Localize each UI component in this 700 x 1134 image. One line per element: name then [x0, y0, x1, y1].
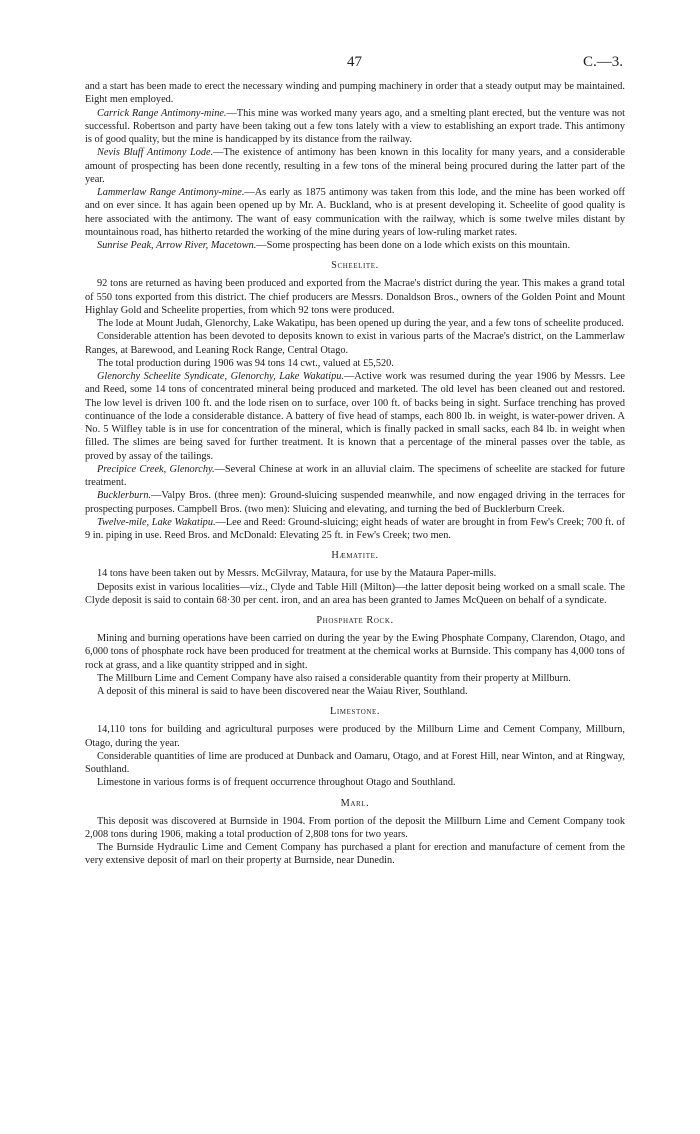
paragraph-text: The lode at Mount Judah, Glenorchy, Lake Wakatipu, has been opened up during the year, and a few tons of scheelite produced.: [97, 318, 624, 329]
paragraph: [85, 632, 625, 672]
paragraph-text: Considerable attention has been devoted to deposits known to exist in various parts of the Macrae's district, on the Lammerlaw Ranges, at Barewood, and Leaning Rock Range, Central Otago.: [85, 331, 625, 356]
paragraph-text: 14 tons have been taken out by Messrs. McGilvray, Mataura, for use by the Mataura Paper-mills.: [97, 568, 497, 580]
paragraph: [85, 277, 625, 317]
document-reference: C.—3.: [582, 54, 623, 70]
paragraph-text: and a start has been made to erect the necessary winding and pumping machinery in order that a steady output may be maintained. Eight men employed.: [85, 81, 625, 106]
document-page: [85, 54, 625, 868]
paragraph-text: The Burnside Hydraulic Lime and Cement Company has purchased a plant for erection and manufacture of cement from the very extensive deposit of marl on their property at Burnside, near Dunedin.: [85, 842, 625, 867]
section-heading: Phosphate Rock.: [316, 615, 394, 626]
paragraph: [85, 776, 625, 789]
paragraph-text: Deposits exist in various localities—viz., Clyde and Table Hill (Milton)—the latter deposit being worked on a small scale. The Clyde deposit is said to contain 68·30 per cent. iron, and an area has been granted to James McQueen on behalf of a syndicate.: [85, 581, 625, 606]
paragraph-lead: Nevis Bluff Antimony Lode.: [97, 147, 214, 159]
paragraph: [85, 672, 625, 685]
paragraph-text: —As early as 1875 antimony was taken from this lode, and the mine has been worked off and on ever since. It has again been opened up by Mr. A. Buckland, who is at present developing it. Scheelite of good quality is here associated with the antimony. The want of easy communication with the railway, which is some twelve miles distant by mountainous road, has hitherto retarded the working of the mine during years of low-ruling market rates.: [85, 187, 625, 238]
paragraph-text: —The existence of antimony has been known in this locality for many years, and a considerable amount of prospecting has been done recently, resulting in a few tons of the mineral being procured during the latter part of the year.: [85, 147, 625, 185]
paragraph-text: Mining and burning operations have been carried on during the year by the Ewing Phosphate Company, Clarendon, Otago, and 6,000 tons of phosphate rock have been produced for treatment at the chemical works at Burnside. This company has 4,000 tons of rock at grass, and a like quantity stripped and in sight.: [85, 633, 625, 671]
paragraph-text: The Millburn Lime and Cement Company have also raised a considerable quantity from their property at Millburn.: [97, 672, 571, 684]
paragraph-text: Considerable quantities of lime are produced at Dunback and Oamaru, Otago, and at Forest Hill, near Winton, and at Ringway, Southland.: [85, 750, 625, 775]
paragraph-text: This deposit was discovered at Burnside in 1904. From portion of the deposit the Millburn Lime and Cement Company took 2,008 tons during 1906, making a total production of 2,808 tons for two years.: [85, 815, 625, 840]
paragraph-lead: Twelve-mile, Lake Wakatipu.: [97, 516, 216, 528]
section-heading: Limestone.: [329, 706, 381, 718]
paragraph-lead: Glenorchy Scheelite Syndicate, Glenorchy, Lake Wakatipu.: [97, 371, 344, 382]
page-header: [85, 54, 625, 80]
paragraph-lead: Lammerlaw Range Antimony-mine.: [97, 187, 245, 198]
paragraph-text: 14,110 tons for building and agricultural purposes were produced by the Millburn Lime and Cement Company, Millburn, Otago, during the year.: [85, 724, 625, 749]
paragraph: [85, 107, 625, 147]
paragraph: [85, 567, 625, 580]
section-heading: Hæmatite.: [331, 550, 379, 562]
section-heading: Scheelite.: [331, 260, 379, 272]
paragraph: [85, 80, 625, 107]
paragraph-lead: Sunrise Peak, Arrow River, Macetown.: [97, 240, 257, 251]
paragraph: [85, 489, 625, 516]
paragraph: [85, 815, 625, 842]
body-text: [85, 80, 625, 868]
paragraph-text: A deposit of this mineral is said to have been discovered near the Waiau River, Southland.: [97, 686, 468, 697]
paragraph: [85, 317, 625, 330]
paragraph: [85, 723, 625, 750]
paragraph-text: Limestone in various forms is of frequent occurrence throughout Otago and Southland.: [97, 777, 456, 789]
page-number: 47: [347, 54, 362, 70]
paragraph-text: 92 tons are returned as having been produced and exported from the Macrae's district during the year. This makes a grand total of 550 tons exported from this district. The chief producers are Messrs. Donaldson Bros., owners of the Golden Point and Mount Highlay Gold and Scheelite properties, from which 92 tons were produced.: [85, 278, 625, 316]
paragraph: [85, 370, 625, 463]
paragraph-text: —Lee and Reed: Ground-sluicing; eight heads of water are brought in from Few's Creek; 700 ft. of 9 in. piping in use. Reed Bros. and McDonald: Elevating 25 ft. in Few's Creek; two men.: [85, 516, 625, 541]
paragraph: [85, 239, 625, 252]
paragraph: [85, 186, 625, 239]
paragraph: [85, 463, 625, 490]
paragraph-text: —This mine was worked many years ago, and a smelting plant erected, but the venture was not successful. Robertson and party have been taking out a few tons lately with a view to establishing an export trade. This antimony is of good quality, but the mine is handicapped by its distance from the railway.: [85, 107, 625, 145]
paragraph: [85, 685, 625, 698]
paragraph-text: The total production during 1906 was 94 tons 14 cwt., valued at £5,520.: [97, 357, 394, 369]
paragraph: [85, 516, 625, 543]
section-heading: Marl.: [340, 797, 370, 809]
paragraph-text: —Active work was resumed during the year 1906 by Messrs. Lee and Reed, some 14 tons of concentrated mineral being produced and marketed. The old level has been cleaned out and restored. The low level is driven 100 ft. and the lode risen on to surface, over 100 ft. of backs being in sight. Surface trenching has proved continuance of the lode a considerable distance. A battery of five head of stamps, each 800 lb. in weight, is water-power driven. A No. 5 Wilfley table is in use for concentration of the mineral, which is finally packed in small sacks, each 84 lb. in weight when filled. The slimes are being saved for further treatment. It is known that a percentage of the mineral passes over the table, as proved by assay of the tailings.: [85, 371, 625, 462]
paragraph: [85, 330, 625, 357]
paragraph: [85, 581, 625, 608]
paragraph: [85, 357, 625, 370]
paragraph: [85, 750, 625, 777]
paragraph-text: —Valpy Bros. (three men): Ground-sluicing suspended meanwhile, and now engaged driving in the terraces for prospecting purposes. Campbell Bros. (two men): Sluicing and elevating, and turning the bed of Bucklerburn Creek.: [85, 490, 625, 515]
paragraph-text: —Some prospecting has been done on a lode which exists on this mountain.: [256, 240, 571, 251]
paragraph-text: —Several Chinese at work in an alluvial claim. The specimens of scheelite are stacked for future treatment.: [85, 463, 625, 488]
paragraph-lead: Bucklerburn.: [97, 490, 152, 502]
paragraph-lead: Precipice Creek, Glenorchy.: [97, 463, 215, 475]
paragraph-lead: Carrick Range Antimony-mine.: [97, 107, 227, 119]
paragraph: [85, 841, 625, 868]
paragraph: [85, 146, 625, 186]
